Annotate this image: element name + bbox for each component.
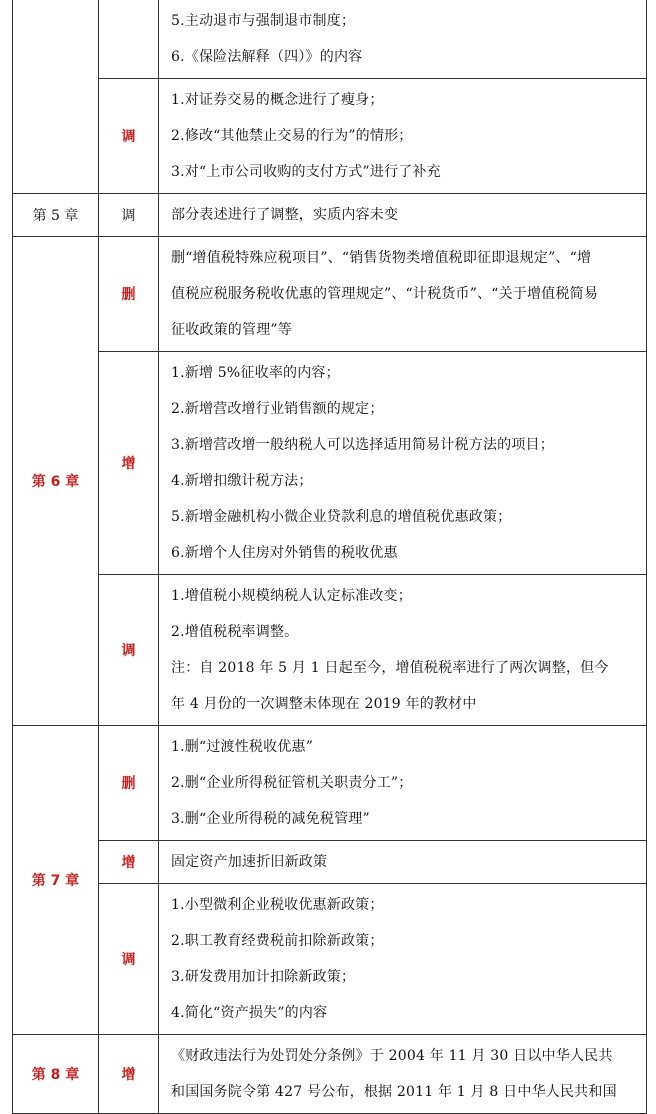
action-cell: 调: [99, 194, 159, 237]
content-line: 5.主动退市与强制退市制度；: [171, 13, 356, 29]
content-line: 1.对证券交易的概念进行了瘦身；: [171, 92, 384, 108]
table-row: [13, 0, 647, 79]
action-cell: 调: [99, 575, 159, 726]
action-cell: 删: [99, 726, 159, 841]
content-line: 1.新增 5%征收率的内容；: [171, 365, 340, 381]
action-cell: 删: [99, 237, 159, 352]
content-line: 3.研发费用加计扣除新政策；: [171, 969, 356, 985]
content-cell: [159, 79, 647, 194]
content-line: 2.修改“其他禁止交易的行为”的情形；: [171, 128, 413, 144]
table-row: [13, 352, 647, 575]
content-line: 3.对“上市公司收购的支付方式”进行了补充: [171, 164, 441, 180]
content-line: 删“增值税特殊应税项目”、“销售货物类增值税即征即退规定”、“增: [171, 250, 592, 266]
content-line: 1.删“过渡性税收优惠”: [171, 739, 314, 755]
table-row: [13, 237, 647, 352]
action-cell: 增: [99, 841, 159, 884]
content-line: 4.简化“资产损失”的内容: [171, 1005, 328, 1021]
table-row: [13, 79, 647, 194]
content-line: 2.职工教育经费税前扣除新政策；: [171, 933, 384, 949]
action-cell: 调: [99, 884, 159, 1035]
content-cell: [159, 575, 647, 726]
table-row: [13, 1035, 647, 1114]
content-line: 5.新增金融机构小微企业贷款利息的增值税优惠政策；: [171, 509, 512, 525]
content-cell: [159, 352, 647, 575]
table-row: [13, 726, 647, 841]
content-cell: [159, 884, 647, 1035]
content-line: 固定资产加速折旧新政策: [171, 854, 328, 870]
content-cell: [159, 237, 647, 352]
content-line: 2.新增营改增行业销售额的规定；: [171, 401, 384, 417]
action-cell: 增: [99, 352, 159, 575]
content-cell: [159, 841, 647, 884]
content-line: 3.新增营改增一般纳税人可以选择适用简易计税方法的项目；: [171, 437, 554, 453]
content-line: 1.增值税小规模纳税人认定标准改变；: [171, 588, 412, 604]
chapter-cell: 第 7 章: [13, 726, 99, 1035]
table-row: [13, 194, 647, 237]
content-line: 2.增值税税率调整。: [171, 624, 299, 640]
content-line: 部分表述进行了调整，实质内容未变: [171, 207, 399, 223]
content-line: 6.《保险法解释（四）》的内容: [171, 49, 363, 65]
content-line: 注：自 2018 年 5 月 1 日起至今，增值税税率进行了两次调整，但今: [171, 660, 609, 676]
content-cell: [159, 1035, 647, 1114]
chapter-cell: 第 8 章: [13, 1035, 99, 1114]
content-cell: [159, 0, 647, 79]
content-line: 值税应税服务税收优惠的管理规定”、“计税货币”、“关于增值税简易: [171, 286, 599, 302]
chapter-cell: 第 5 章: [13, 194, 99, 237]
content-line: 4.新增扣缴计税方法；: [171, 473, 313, 489]
table-row: [13, 884, 647, 1035]
content-line: 3.删“企业所得税的减免税管理”: [171, 811, 370, 827]
table-row: [13, 841, 647, 884]
action-cell: [99, 0, 159, 79]
content-line: 年 4 月份的一次调整未体现在 2019 年的教材中: [171, 696, 477, 712]
changes-table: [12, 0, 647, 1114]
content-line: 和国国务院令第 427 号公布，根据 2011 年 1 月 8 日中华人民共和国: [171, 1084, 617, 1100]
content-line: 征收政策的管理”等: [171, 322, 292, 338]
content-line: 《财政违法行为处罚处分条例》于 2004 年 11 月 30 日以中华人民共: [171, 1048, 613, 1064]
table-row: [13, 575, 647, 726]
content-line: 2.删“企业所得税征管机关职责分工”；: [171, 775, 413, 791]
chapter-cell: [13, 0, 99, 194]
action-cell: 调: [99, 79, 159, 194]
content-cell: [159, 726, 647, 841]
chapter-cell: 第 6 章: [13, 237, 99, 726]
content-cell: [159, 194, 647, 237]
content-line: 1.小型微利企业税收优惠新政策；: [171, 897, 384, 913]
action-cell: 增: [99, 1035, 159, 1114]
content-line: 6.新增个人住房对外销售的税收优惠: [171, 545, 398, 561]
